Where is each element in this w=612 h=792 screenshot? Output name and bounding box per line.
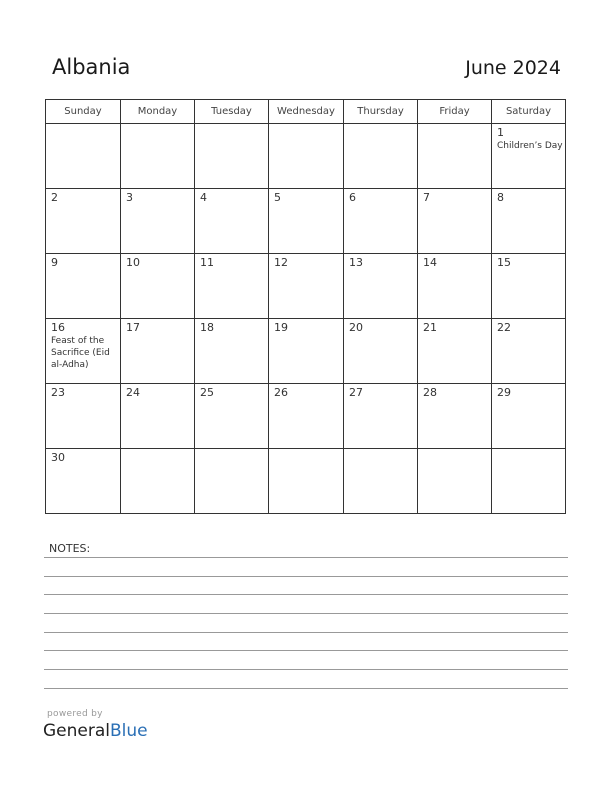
day-cell: [121, 384, 195, 449]
day-cell: [344, 384, 418, 449]
brand-blue: Blue: [110, 721, 148, 741]
day-cell: [418, 319, 492, 384]
week-row: [46, 189, 566, 254]
country-title: Albania: [52, 55, 131, 79]
day-number: [121, 124, 194, 126]
day-number: 14: [423, 256, 437, 269]
day-cell: [46, 384, 121, 449]
day-number: 2: [51, 191, 58, 204]
day-cell: [269, 319, 344, 384]
day-cell: [121, 449, 195, 514]
day-number: 7: [423, 191, 430, 204]
day-cell: [344, 124, 418, 189]
day-number: 4: [200, 191, 207, 204]
day-cell: [418, 384, 492, 449]
day-cell: [269, 124, 344, 189]
holiday-label: Children’s Day: [497, 141, 563, 151]
day-cell: [418, 124, 492, 189]
day-number: 13: [349, 256, 363, 269]
day-cell: [492, 319, 566, 384]
day-cell: [121, 319, 195, 384]
weekday-header: Friday: [418, 100, 492, 124]
week-row: [46, 124, 566, 189]
day-cell: [492, 384, 566, 449]
week-row: [46, 319, 566, 384]
day-cell: [418, 254, 492, 319]
day-cell: [269, 449, 344, 514]
day-number: 6: [349, 191, 356, 204]
day-number: [418, 124, 491, 126]
month-title: June 2024: [465, 57, 561, 79]
note-line: [44, 576, 568, 577]
day-cell: [195, 449, 269, 514]
day-cell: [492, 124, 566, 189]
day-cell: [195, 189, 269, 254]
week-row: [46, 384, 566, 449]
day-number: 23: [51, 386, 65, 399]
day-cell: [269, 189, 344, 254]
day-number: [46, 124, 120, 126]
note-line: [44, 669, 568, 670]
day-cell: [492, 449, 566, 514]
day-number: 10: [126, 256, 140, 269]
day-number: 17: [126, 321, 140, 334]
day-number: [344, 449, 417, 451]
day-number: 27: [349, 386, 363, 399]
notes-label: NOTES:: [49, 542, 91, 555]
note-line: [44, 613, 568, 614]
powered-by-text: powered by: [47, 709, 103, 719]
day-number: 26: [274, 386, 288, 399]
day-cell: [344, 254, 418, 319]
day-number: [195, 449, 268, 451]
brand-logo[interactable]: [43, 721, 148, 741]
week-row: [46, 254, 566, 319]
day-number: [121, 449, 194, 451]
weekday-header: Monday: [121, 100, 195, 124]
day-cell: [269, 384, 344, 449]
day-cell: [121, 254, 195, 319]
day-number: 25: [200, 386, 214, 399]
day-cell: [418, 449, 492, 514]
day-number: [344, 124, 417, 126]
day-number: 5: [274, 191, 281, 204]
day-cell: [195, 254, 269, 319]
day-number: 8: [497, 191, 504, 204]
day-number: 16: [51, 321, 65, 334]
day-number: 15: [497, 256, 511, 269]
holiday-label: Feast of the Sacrifice (Eid al-Adha): [51, 336, 110, 370]
day-cell: [344, 449, 418, 514]
week-row: [46, 449, 566, 514]
note-line: [44, 557, 568, 558]
day-cell: [195, 124, 269, 189]
note-line: [44, 650, 568, 651]
day-cell: [121, 189, 195, 254]
day-cell: [344, 319, 418, 384]
day-cell: [195, 319, 269, 384]
day-number: 29: [497, 386, 511, 399]
day-number: 3: [126, 191, 133, 204]
day-cell: [46, 319, 121, 384]
weekday-header: Thursday: [344, 100, 418, 124]
day-cell: [269, 254, 344, 319]
weekday-header-row: [46, 100, 566, 124]
day-number: 12: [274, 256, 288, 269]
day-cell: [492, 254, 566, 319]
day-number: 21: [423, 321, 437, 334]
day-number: [269, 449, 343, 451]
note-line: [44, 632, 568, 633]
day-cell: [46, 254, 121, 319]
day-number: 20: [349, 321, 363, 334]
day-number: 18: [200, 321, 214, 334]
day-cell: [418, 189, 492, 254]
day-number: [418, 449, 491, 451]
day-cell: [492, 189, 566, 254]
day-number: 11: [200, 256, 214, 269]
weekday-header: Saturday: [492, 100, 566, 124]
day-number: 30: [51, 451, 65, 464]
brand-general: General: [43, 721, 110, 741]
note-line: [44, 688, 568, 689]
day-number: 9: [51, 256, 58, 269]
weekday-header: Sunday: [46, 100, 121, 124]
day-number: 19: [274, 321, 288, 334]
weekday-header: Wednesday: [269, 100, 344, 124]
day-number: [492, 449, 565, 451]
day-number: 1: [497, 126, 504, 139]
day-number: 28: [423, 386, 437, 399]
day-number: [195, 124, 268, 126]
day-cell: [344, 189, 418, 254]
weekday-header: Tuesday: [195, 100, 269, 124]
day-number: 22: [497, 321, 511, 334]
day-cell: [121, 124, 195, 189]
note-line: [44, 594, 568, 595]
day-number: [269, 124, 343, 126]
day-cell: [195, 384, 269, 449]
day-cell: [46, 449, 121, 514]
calendar-grid: [45, 99, 566, 514]
day-cell: [46, 124, 121, 189]
day-number: 24: [126, 386, 140, 399]
day-cell: [46, 189, 121, 254]
